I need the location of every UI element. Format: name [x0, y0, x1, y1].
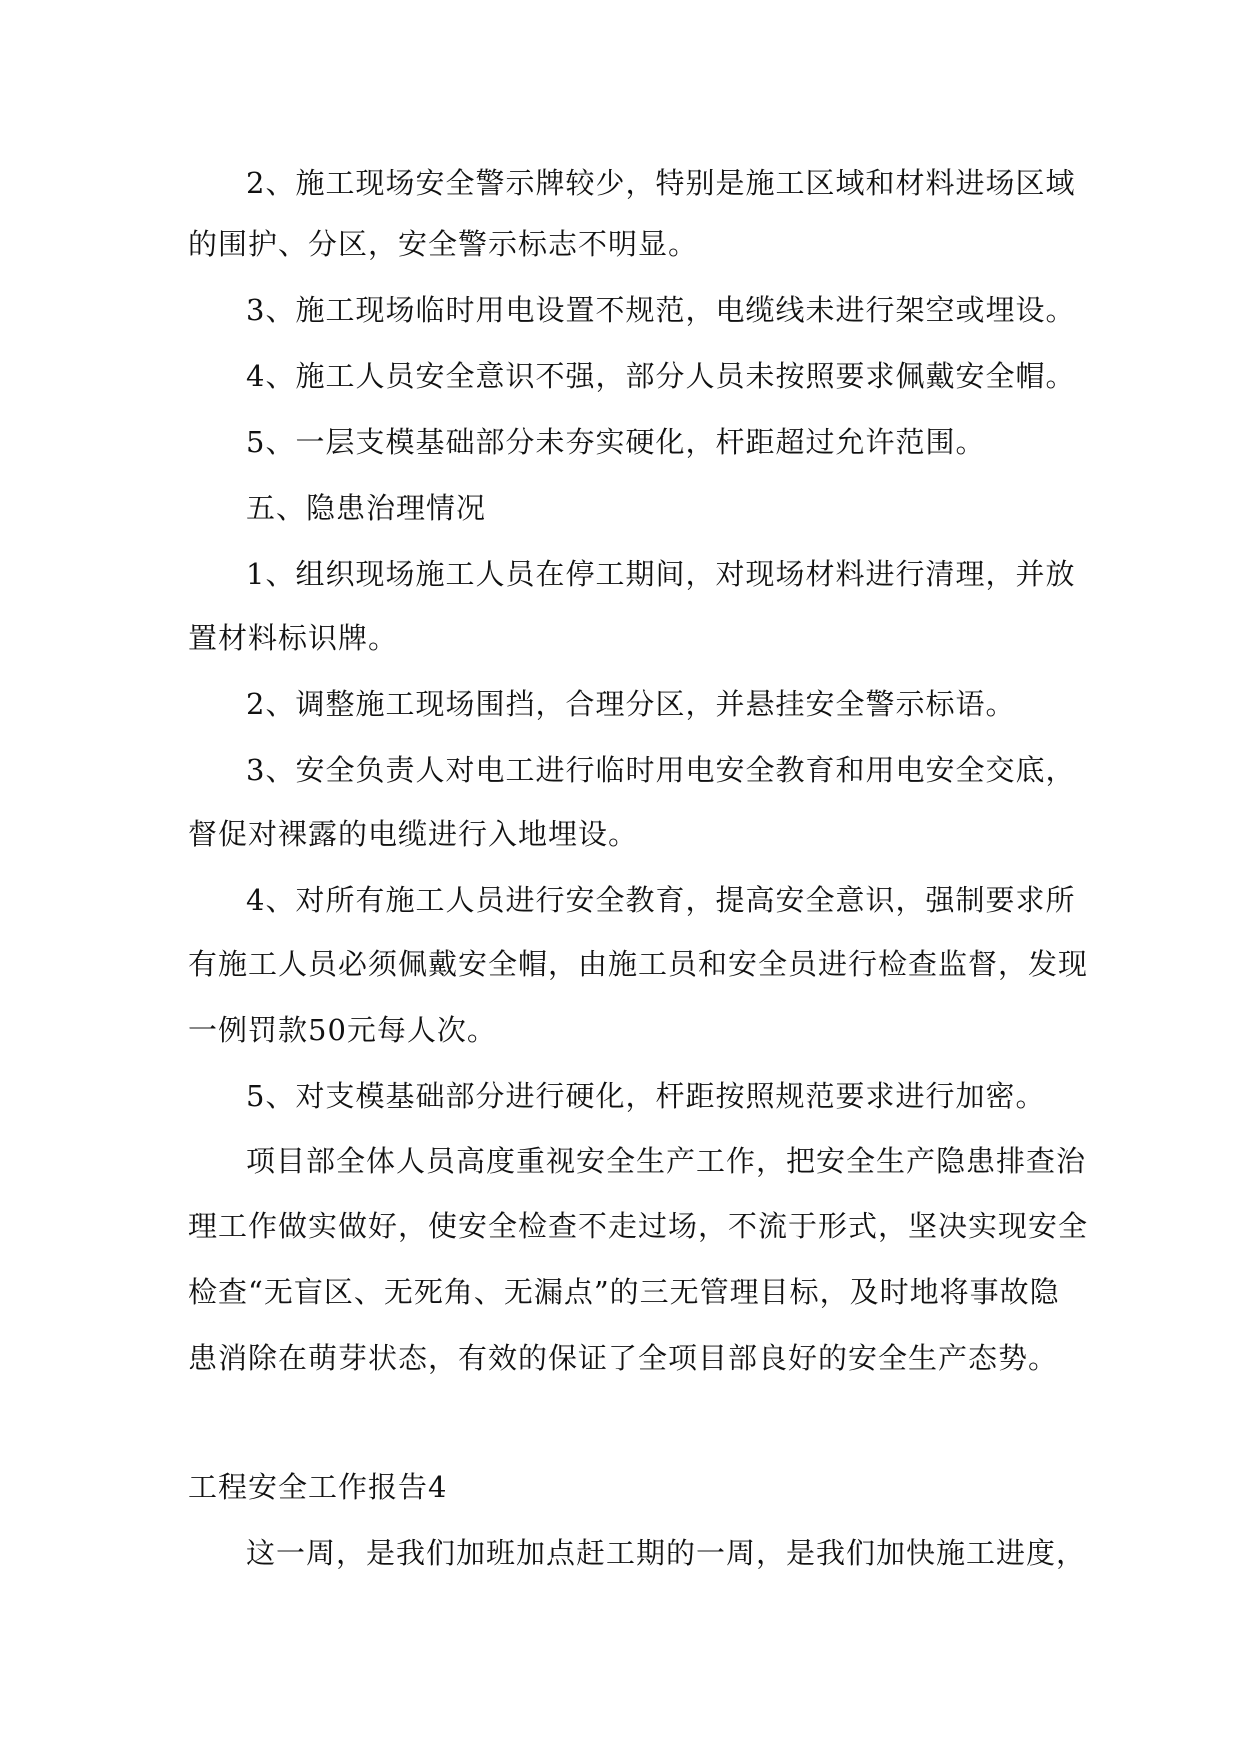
paragraph-line: 1、组织现场施工人员在停工期间，对现场材料进行清理，并放 — [246, 557, 1076, 591]
paragraph-line: 3、安全负责人对电工进行临时用电安全教育和用电安全交底， — [246, 753, 1076, 787]
paragraph-line: 4、施工人员安全意识不强，部分人员未按照要求佩戴安全帽。 — [246, 359, 1076, 393]
paragraph-line: 置材料标识牌。 — [188, 621, 399, 655]
paragraph-line: 的围护、分区，安全警示标志不明显。 — [188, 227, 699, 261]
report-title: 工程安全工作报告4 — [188, 1470, 448, 1504]
paragraph-line: 这一周，是我们加班加点赶工期的一周，是我们加快施工进度， — [246, 1536, 1087, 1570]
paragraph-line: 4、对所有施工人员进行安全教育，提高安全意识，强制要求所 — [246, 883, 1076, 917]
paragraph-line: 督促对裸露的电缆进行入地埋设。 — [188, 817, 639, 851]
paragraph-line: 理工作做实做好，使安全检查不走过场，不流于形式，坚决实现安全 — [188, 1209, 1089, 1243]
section-heading: 五、隐患治理情况 — [246, 491, 487, 525]
paragraph-line: 2、调整施工现场围挡，合理分区，并悬挂安全警示标语。 — [246, 687, 1016, 721]
paragraph-line: 项目部全体人员高度重视安全生产工作，把安全生产隐患排查治 — [246, 1144, 1087, 1178]
paragraph-line: 2、施工现场安全警示牌较少，特别是施工区域和材料进场区域 — [246, 166, 1076, 200]
paragraph-line: 5、一层支模基础部分未夯实硬化，杆距超过允许范围。 — [246, 425, 986, 459]
paragraph-line: 检查“无盲区、无死角、无漏点”的三无管理目标，及时地将事故隐 — [188, 1275, 1060, 1309]
paragraph-line: 5、对支模基础部分进行硬化，杆距按照规范要求进行加密。 — [246, 1079, 1046, 1113]
paragraph-line: 一例罚款50元每人次。 — [188, 1013, 497, 1047]
paragraph-line: 患消除在萌芽状态，有效的保证了全项目部良好的安全生产态势。 — [188, 1341, 1059, 1375]
paragraph-line: 3、施工现场临时用电设置不规范，电缆线未进行架空或埋设。 — [246, 293, 1076, 327]
paragraph-line: 有施工人员必须佩戴安全帽，由施工员和安全员进行检查监督，发现 — [188, 947, 1089, 981]
